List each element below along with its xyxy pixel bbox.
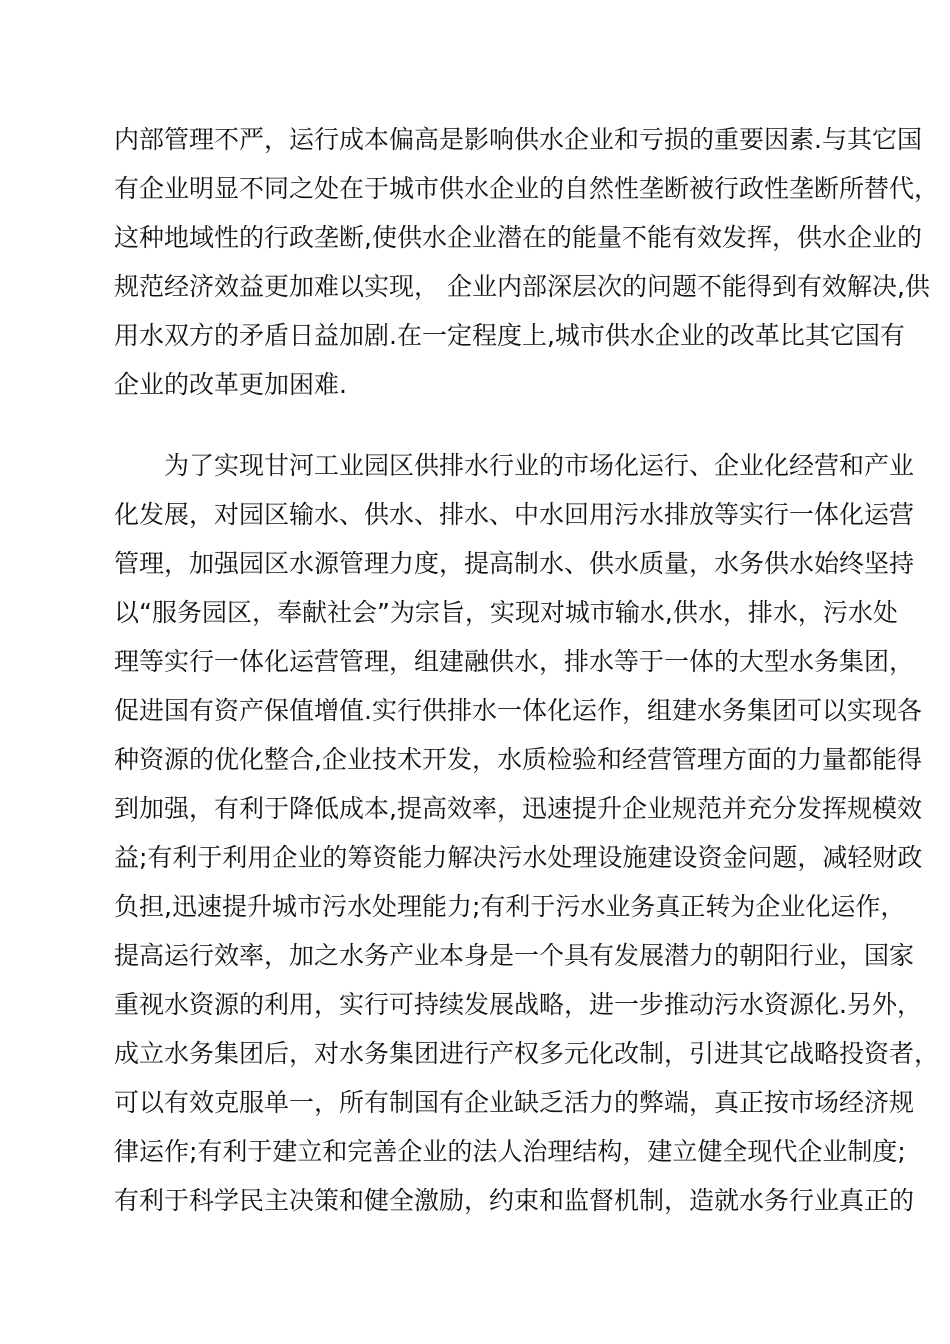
paragraph-line: 内部管理不严，运行成本偏高是影响供水企业和亏损的重要因素.与其它国 <box>114 125 922 154</box>
paragraph-line: 化发展，对园区输水、供水、排水、中水回用污水排放等实行一体化运营 <box>114 500 915 529</box>
paragraph-line: 用水双方的矛盾日益加剧.在一定程度上,城市供水企业的改革比其它国有 <box>114 321 905 350</box>
paragraph-line: 负担,迅速提升城市污水处理能力;有利于污水业务真正转为企业化运作， <box>114 892 906 921</box>
paragraph-line: 以“服务园区，奉献社会”为宗旨，实现对城市输水,供水，排水，污水处 <box>114 598 898 627</box>
paragraph-line: 这种地域性的行政垄断,使供水企业潜在的能量不能有效发挥，供水企业的 <box>114 223 922 252</box>
paragraph-line: 为了实现甘河工业园区供排水行业的市场化运行、企业化经营和产业 <box>164 451 915 480</box>
paragraph-line: 可以有效克服单一，所有制国有企业缺乏活力的弊端，真正按市场经济规 <box>114 1088 915 1117</box>
paragraph-line: 有企业明显不同之处在于城市供水企业的自然性垄断被行政性垄断所替代， <box>114 174 940 203</box>
paragraph-line: 有利于科学民主决策和健全激励，约束和监督机制，造就水务行业真正的 <box>114 1186 915 1215</box>
paragraph-line: 种资源的优化整合,企业技术开发，水质检验和经营管理方面的力量都能得 <box>114 745 922 774</box>
paragraph-line: 提高运行效率，加之水务产业本身是一个具有发展潜力的朝阳行业，国家 <box>114 941 915 970</box>
paragraph-line: 律运作;有利于建立和完善企业的法人治理结构，建立健全现代企业制度; <box>114 1137 906 1166</box>
paragraph-line: 到加强，有利于降低成本,提高效率，迅速提升企业规范并充分发挥规模效 <box>114 794 922 823</box>
paragraph-line: 企业的改革更加困难. <box>114 370 347 399</box>
paragraph-line: 规范经济效益更加难以实现， 企业内部深层次的问题不能得到有效解决,供 <box>114 272 930 301</box>
paragraph-line: 成立水务集团后，对水务集团进行产权多元化改制，引进其它战略投资者， <box>114 1039 940 1068</box>
paragraph-line: 管理，加强园区水源管理力度，提高制水、供水质量，水务供水始终坚持 <box>114 549 915 578</box>
paragraph-line: 理等实行一体化运营管理，组建融供水，排水等于一体的大型水务集团， <box>114 647 915 676</box>
paragraph-line: 重视水资源的利用，实行可持续发展战略，进一步推动污水资源化.另外， <box>114 990 922 1019</box>
paragraph-line: 益;有利于利用企业的筹资能力解决污水处理设施建设资金问题，减轻财政 <box>114 843 923 872</box>
paragraph-line: 促进国有资产保值增值.实行供排水一体化运作，组建水务集团可以实现各 <box>114 696 922 725</box>
